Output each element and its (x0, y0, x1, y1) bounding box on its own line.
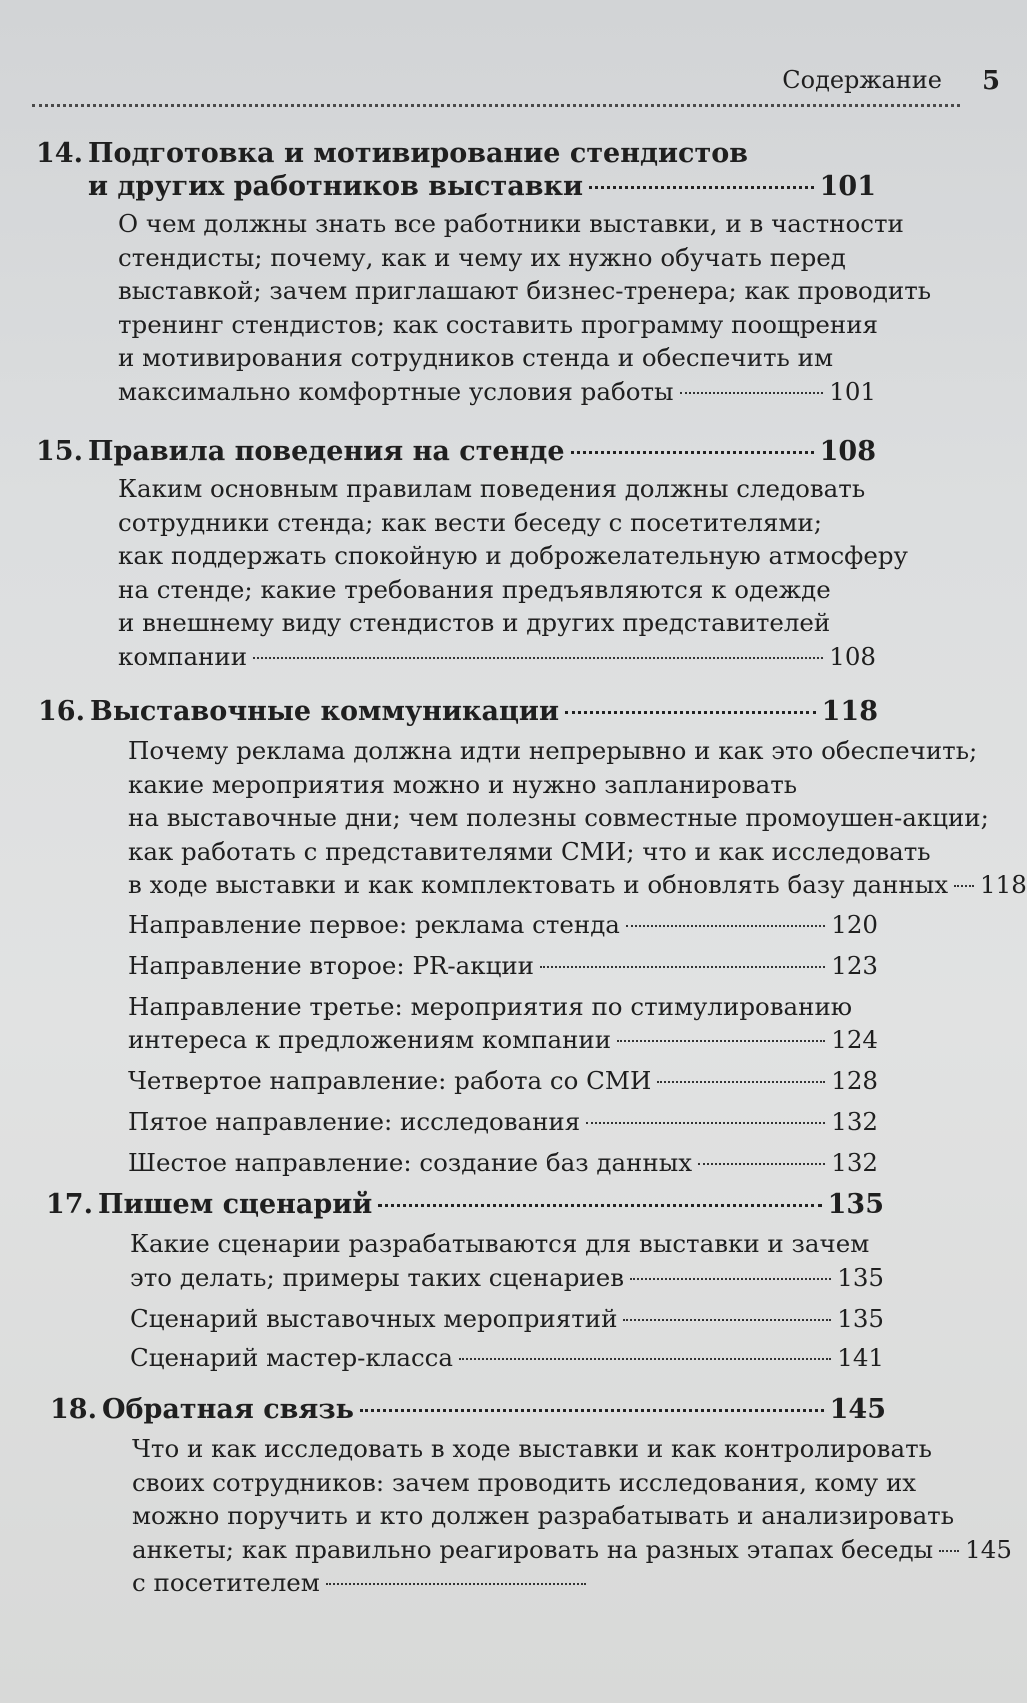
description-line (130, 1261, 884, 1295)
running-header (0, 58, 1000, 108)
dot-leader (657, 1081, 825, 1083)
section-page: 123 (831, 950, 878, 980)
chapter-title-line (36, 170, 876, 203)
section-page: 132 (831, 1106, 878, 1136)
chapter-number: 14. (36, 138, 83, 169)
description-line: стендисты; почему, как и чему их нужно обучать перед (118, 242, 846, 272)
section-title: Пятое направление: исследования (128, 1106, 581, 1136)
description-text: это делать; примеры таких сценариев (130, 1262, 624, 1292)
description-line: О чем должны знать все работники выставки, и в частности (118, 209, 904, 238)
section-title: Направление третье: мероприятия по стимулированию (128, 991, 853, 1021)
toc-section[interactable] (128, 1105, 878, 1138)
dot-leader (623, 1319, 831, 1321)
chapter-page: 101 (819, 171, 876, 202)
chapter-title: Пишем сценарий (98, 1189, 373, 1220)
header-dotted-rule (32, 104, 960, 107)
chapter-sections (130, 1302, 884, 1374)
dot-leader (954, 885, 974, 887)
description-line (118, 640, 876, 674)
description-line: и внешнему виду стендистов и других представителей (118, 608, 831, 637)
description-line (132, 1566, 886, 1600)
dot-leader (626, 925, 825, 927)
toc-chapter-15[interactable] (36, 435, 908, 673)
dot-leader (378, 1204, 821, 1207)
dot-leader (939, 1550, 959, 1552)
section-page: 135 (837, 1304, 884, 1333)
toc-section[interactable] (130, 1341, 884, 1374)
chapter-title: Выставочные коммуникации (90, 696, 559, 727)
section-title: Направление второе: PR-акции (128, 950, 535, 980)
chapter-title-line (46, 1188, 884, 1221)
dot-leader (360, 1409, 824, 1412)
description-line: Какие сценарии разрабатываются для выставки и зачем (130, 1229, 870, 1258)
dot-leader (253, 657, 823, 659)
toc-section[interactable] (130, 1302, 884, 1335)
description-line: как работать с представителями СМИ; что и как исследовать (128, 836, 931, 866)
section-page: 120 (831, 909, 878, 939)
section-title-line (128, 1023, 878, 1056)
toc-chapter-18[interactable] (50, 1393, 1012, 1600)
section-page: 141 (837, 1343, 884, 1372)
chapter-title-line (50, 1393, 886, 1426)
chapter-page: 108 (819, 436, 876, 467)
toc-section[interactable] (128, 1064, 878, 1097)
chapter-title: Обратная связь (102, 1394, 354, 1425)
description-line: Что и как исследовать в ходе выставки и как контролировать (132, 1434, 932, 1463)
section-title: Четвертое направление: работа со СМИ (128, 1065, 652, 1095)
dot-leader (698, 1163, 825, 1165)
chapter-title-continued: и других работников выставки (88, 171, 584, 202)
description-text: с посетителем (132, 1568, 320, 1597)
chapter-description (36, 207, 932, 408)
section-title: Сценарий мастер-класса (130, 1343, 453, 1372)
chapter-number: 16. (38, 696, 85, 727)
dot-leader (586, 1122, 825, 1124)
description-line: на стенде; какие требования предъявляются к одежде (118, 574, 831, 604)
dot-leader (459, 1358, 831, 1360)
toc-chapter-14[interactable] (36, 137, 932, 408)
toc-chapter-16[interactable] (38, 695, 1027, 1179)
dot-leader (540, 966, 825, 968)
description-page: 118 (980, 870, 1027, 899)
description-page: 135 (837, 1262, 884, 1292)
chapter-page: 118 (821, 696, 878, 727)
toc-chapter-17[interactable] (46, 1188, 884, 1374)
dot-leader (565, 711, 816, 714)
description-text: компании (118, 641, 248, 671)
chapter-description (50, 1432, 1012, 1600)
section-title: Направление первое: реклама стенда (128, 909, 620, 939)
description-line: Каким основным правилам поведения должны следовать (118, 474, 866, 503)
section-title: Шестое направление: создание баз данных (128, 1147, 693, 1177)
description-text: максимально комфортные условия работы (118, 376, 674, 406)
description-page: 101 (829, 376, 876, 406)
chapter-title-line (36, 435, 876, 468)
description-line: какие мероприятия можно и нужно запланировать (128, 769, 798, 799)
chapter-title: Правила поведения на стенде (88, 436, 565, 467)
toc-section[interactable] (128, 908, 878, 941)
dot-leader (630, 1278, 831, 1280)
section-page: 124 (831, 1024, 878, 1054)
chapter-number: 17. (46, 1189, 93, 1220)
description-line: и мотивирования сотрудников стенда и обеспечить им (118, 343, 834, 372)
description-line: выставкой; зачем приглашают бизнес-тренера; как проводить (118, 276, 932, 305)
chapter-number: 18. (50, 1394, 97, 1425)
description-line: Почему реклама должна идти непрерывно и как это обеспечить; (128, 736, 978, 765)
running-header-page-number: 5 (982, 66, 1001, 96)
description-page: 108 (829, 641, 876, 671)
description-line: можно поручить и кто должен разрабатывать и анализировать (132, 1501, 955, 1530)
chapter-page: 145 (829, 1394, 886, 1425)
dot-leader (589, 186, 814, 189)
description-line (118, 375, 876, 409)
description-line: сотрудники стенда; как вести беседу с посетителями; (118, 507, 823, 537)
chapter-description (46, 1227, 884, 1374)
chapter-title-line (38, 695, 878, 728)
dot-leader (617, 1040, 825, 1042)
description-line (128, 868, 1027, 902)
chapter-title: Подготовка и мотивирование стендистов (88, 138, 748, 169)
description-line: тренинг стендистов; как составить программу поощрения (118, 309, 879, 339)
chapter-sections (128, 908, 878, 1179)
chapter-number: 15. (36, 436, 83, 467)
dot-leader (571, 451, 814, 454)
description-line: своих сотрудников: зачем проводить исследования, кому их (132, 1467, 917, 1497)
chapter-description (38, 734, 1027, 1179)
section-title: Сценарий выставочных мероприятий (130, 1304, 618, 1333)
section-title-continued: интереса к предложениям компании (128, 1024, 612, 1054)
toc-section[interactable] (128, 990, 878, 1056)
section-page: 132 (831, 1147, 878, 1177)
toc-section[interactable] (128, 949, 878, 982)
description-line: на выставочные дни; чем полезны совместные промоушен-акции; (128, 803, 989, 832)
chapter-title-line (36, 137, 876, 170)
dot-leader (680, 392, 824, 394)
toc-section[interactable] (128, 1146, 878, 1179)
dot-leader (326, 1583, 586, 1585)
description-line: как поддержать спокойную и доброжелательную атмосферу (118, 541, 908, 570)
chapter-page: 135 (827, 1189, 884, 1220)
description-line (132, 1533, 1012, 1567)
running-header-title: Содержание (782, 66, 942, 94)
description-page: 145 (965, 1534, 1012, 1564)
description-text: анкеты; как правильно реагировать на разных этапах беседы (132, 1534, 934, 1564)
section-page: 128 (831, 1065, 878, 1095)
chapter-description (36, 472, 908, 673)
description-text: в ходе выставки и как комплектовать и обновлять базу данных (128, 870, 949, 899)
